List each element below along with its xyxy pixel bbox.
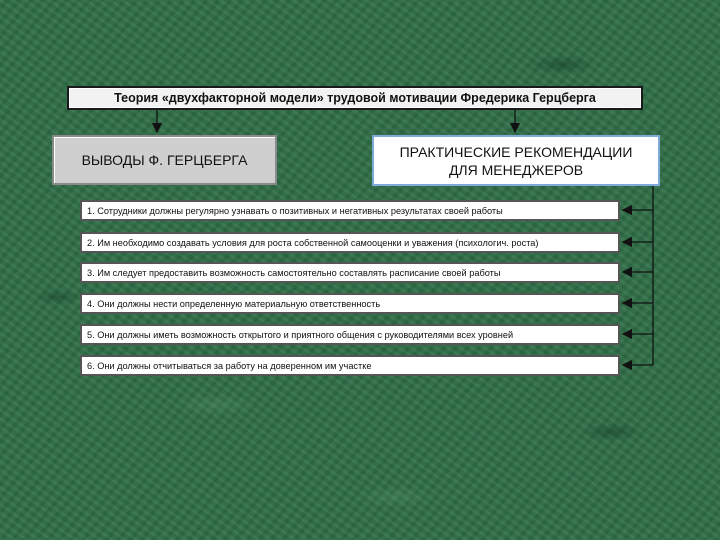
recommendations-line-2: ДЛЯ МЕНЕДЖЕРОВ (448, 161, 584, 178)
recommendations-line-1: ПРАКТИЧЕСКИЕ РЕКОМЕНДАЦИИ (399, 143, 633, 160)
recommendation-item-5: 5. Они должны иметь возможность открытого и приятного общения с руководителями всех уровней (80, 324, 620, 345)
recommendation-item-2: 2. Им необходимо создавать условия для роста собственной самооценки и уважения (психологич. роста) (80, 232, 620, 253)
diagram-title: Теория «двухфакторной модели» трудовой мотивации Фредерика Герцберга (67, 86, 643, 110)
recommendation-item-3: 3. Им следует предоставить возможность самостоятельно составлять расписание своей работы (80, 262, 620, 283)
recommendation-item-6: 6. Они должны отчитываться за работу на доверенном им участке (80, 355, 620, 376)
recommendation-item-4: 4. Они должны нести определенную материальную ответственность (80, 293, 620, 314)
recommendations-box (372, 135, 660, 186)
conclusions-box: ВЫВОДЫ Ф. ГЕРЦБЕРГА (52, 135, 277, 185)
recommendation-item-1: 1. Сотрудники должны регулярно узнавать о позитивных и негативных результатах своей работы (80, 200, 620, 221)
